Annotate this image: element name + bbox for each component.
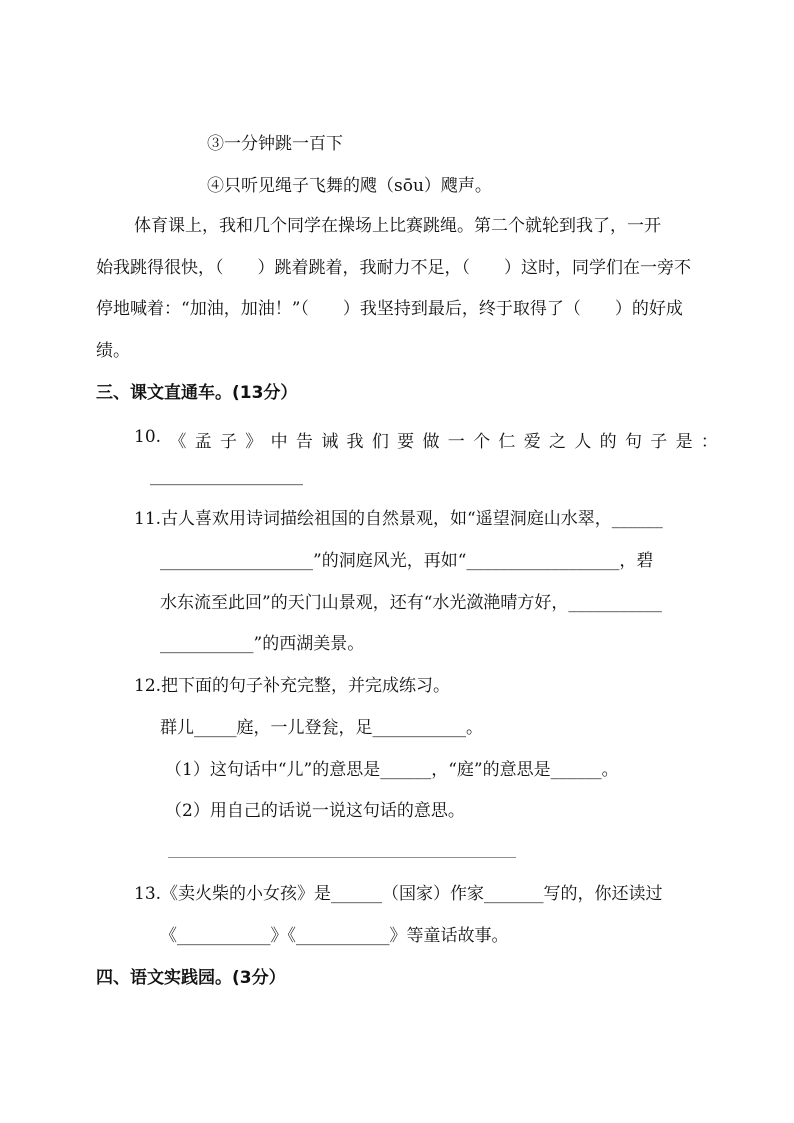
question-11-line-2: __________________”的洞庭风光，再如“__________________，碧: [160, 551, 654, 571]
question-10-char: 之: [549, 432, 567, 452]
question-10-char: 诫: [321, 432, 339, 452]
question-10-char: 个: [473, 432, 491, 452]
question-13-line-1: 13.《卖火柴的小女孩》是______（国家）作家_______写的，你还读过: [134, 884, 663, 904]
question-10-char: 子: [650, 432, 668, 452]
question-10-char: 的: [599, 432, 617, 452]
question-12-sentence: 群儿_____庭，一儿登瓮，足___________。: [160, 718, 483, 738]
question-10-char: 》: [245, 432, 263, 452]
question-12-line-1: 12.把下面的句子补充完整，并完成练习。: [134, 676, 451, 696]
question-10-char: 《: [169, 432, 187, 452]
passage-line-1: 体育课上，我和几个同学在操场上比赛跳绳。第二个就轮到我了，一开: [134, 216, 661, 236]
question-10-char: 告: [295, 432, 313, 452]
question-10-char: 做: [422, 432, 440, 452]
question-10-char: 我: [346, 432, 364, 452]
question-12-answer-line: __________________________________________________________: [168, 844, 516, 858]
question-10-char: 一: [447, 432, 465, 452]
passage-line-4: 绩。: [96, 341, 130, 361]
question-13-line-2: 《___________》《___________》等童话故事。: [160, 926, 509, 946]
section-3-heading: 三、课文直通车。(13分）: [96, 383, 298, 403]
question-10-char: 子: [219, 432, 237, 452]
section-4-heading: 四、语文实践园。(3分）: [96, 968, 286, 988]
question-10-char: ：: [700, 432, 718, 452]
passage-line-2: 始我跳得很快，（ ）跳着跳着，我耐力不足，（ ）这时，同学们在一旁不: [96, 258, 691, 278]
question-12-part-2: （2）用自己的话说一说这句话的意思。: [165, 801, 465, 821]
question-10-char: 要: [397, 432, 415, 452]
question-10-text: [134, 427, 718, 452]
question-10-char: 中: [270, 432, 288, 452]
question-11-line-4: ___________”的西湖美景。: [160, 634, 365, 654]
question-10-char: 爱: [523, 432, 541, 452]
question-10-blank: __________________: [150, 466, 303, 486]
question-10-char: 们: [371, 432, 389, 452]
question-12-part-1: （1）这句话中“儿”的意思是______，“庭”的意思是______。: [165, 760, 619, 780]
question-10-char: 10.: [134, 427, 162, 447]
question-10-char: 是: [675, 432, 693, 452]
option-4: ④只听见绳子飞舞的飕（sōu）飕声。: [207, 176, 492, 196]
option-3: ③一分钟跳一百下: [207, 134, 343, 154]
passage-line-3: 停地喊着：“加油，加油！”（ ）我坚持到最后，终于取得了（ ）的好成: [96, 299, 683, 319]
question-11-line-1: 11.古人喜欢用诗词描绘祖国的自然景观，如“遥望洞庭山水翠，______: [134, 509, 663, 529]
question-10-char: 人: [574, 432, 592, 452]
question-10-char: 仁: [498, 432, 516, 452]
question-10-char: 孟: [194, 432, 212, 452]
question-11-line-3: 水东流至此回”的天门山景观，还有“水光潋滟晴方好，___________: [160, 593, 662, 613]
question-10-char: 句: [624, 432, 642, 452]
